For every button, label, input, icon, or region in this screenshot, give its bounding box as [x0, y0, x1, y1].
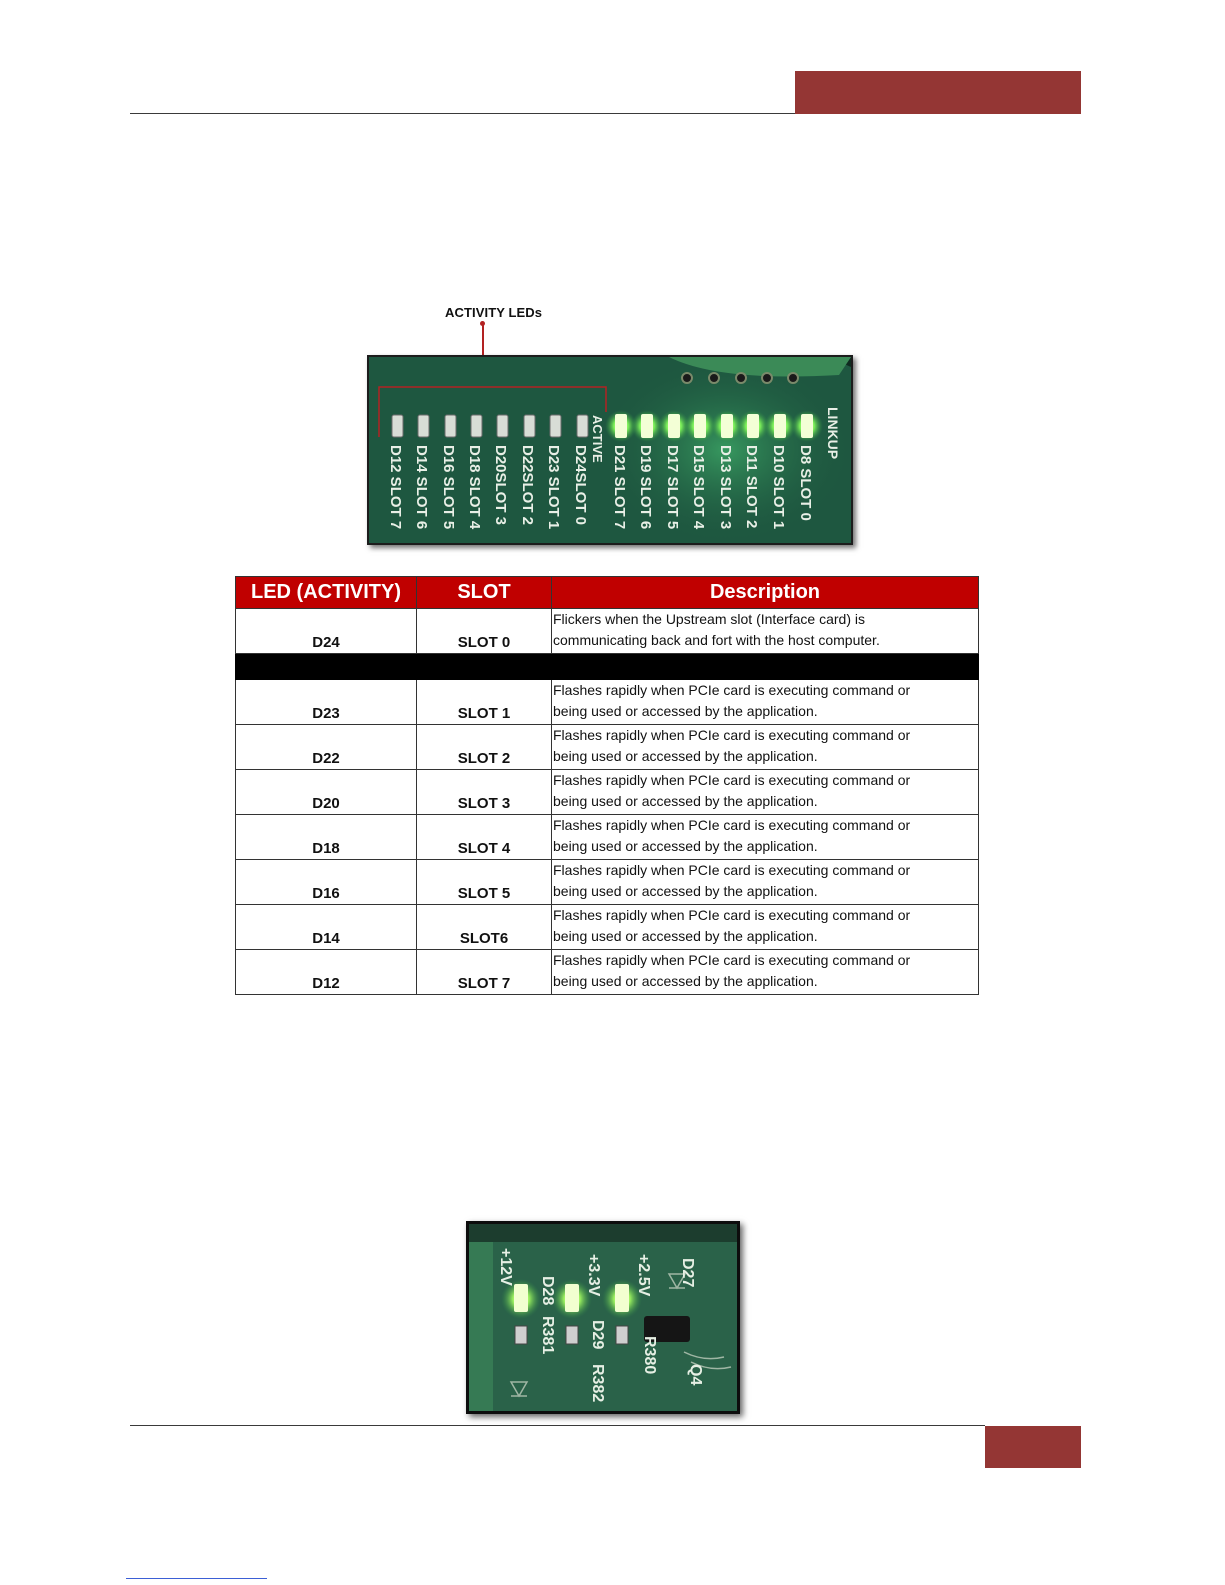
activity-led-silkscreen: D24SLOT 0	[572, 445, 589, 526]
power-led	[565, 1284, 579, 1312]
table-row	[236, 815, 979, 860]
description-line-2: being used or accessed by the application.	[553, 748, 818, 764]
header-led: LED (ACTIVITY)	[236, 577, 417, 609]
link-led	[694, 414, 706, 438]
activity-led-silkscreen: D12 SLOT 7	[387, 445, 404, 530]
activity-led	[445, 415, 456, 437]
activity-led-silkscreen: D14 SLOT 6	[413, 445, 430, 530]
slot-cell: SLOT 4	[417, 815, 552, 860]
link-led-silkscreen: D8 SLOT 0	[797, 445, 814, 521]
table-row	[236, 860, 979, 905]
led-cell: D22	[236, 725, 417, 770]
table-row	[236, 950, 979, 995]
description-line-2: being used or accessed by the application.	[553, 973, 818, 989]
table-row	[236, 905, 979, 950]
led-cell: D12	[236, 950, 417, 995]
activity-leds-board-photo	[367, 355, 853, 545]
description-line-1: Flickers when the Upstream slot (Interface card) is	[553, 611, 865, 627]
link-led-silkscreen: D15 SLOT 4	[690, 445, 707, 530]
table-row	[236, 680, 979, 725]
power-board-silkscreen: +2.5V	[635, 1254, 652, 1297]
description-cell	[552, 725, 979, 770]
activity-led	[497, 415, 508, 437]
power-led	[615, 1284, 629, 1312]
activity-led-silkscreen: D20SLOT 3	[492, 445, 509, 526]
description-cell	[552, 860, 979, 905]
power-leds-board-photo	[466, 1221, 740, 1414]
separator-cell	[552, 654, 979, 680]
description-cell	[552, 680, 979, 725]
header-rule	[130, 113, 795, 114]
led-cell: D14	[236, 905, 417, 950]
link-led	[747, 414, 759, 438]
linkup-label: LINKUP	[825, 407, 841, 460]
header-accent-bar	[795, 71, 1081, 114]
link-led	[641, 414, 653, 438]
separator-cell	[417, 654, 552, 680]
activity-led	[418, 415, 429, 437]
activity-led-silkscreen: D18 SLOT 4	[466, 445, 483, 530]
activity-led	[524, 415, 535, 437]
table-header-row	[236, 577, 979, 609]
separator-cell	[236, 654, 417, 680]
description-line-2: being used or accessed by the application.	[553, 838, 818, 854]
power-board-silkscreen: R382	[589, 1364, 606, 1403]
slot-cell: SLOT 2	[417, 725, 552, 770]
power-board-silkscreen: +12V	[497, 1248, 514, 1286]
link-led-silkscreen: D13 SLOT 3	[717, 445, 734, 530]
separator-row	[236, 654, 979, 680]
led-cell: D23	[236, 680, 417, 725]
description-line-1: Flashes rapidly when PCIe card is executing command or	[553, 952, 911, 968]
board-illustration	[369, 357, 851, 543]
link-led	[721, 414, 733, 438]
footer-rule	[130, 1425, 985, 1426]
link-led-silkscreen: D11 SLOT 2	[743, 445, 760, 529]
description-cell	[552, 609, 979, 654]
link-led	[774, 414, 786, 438]
slot-cell: SLOT 7	[417, 950, 552, 995]
power-board-silkscreen: +3.3V	[585, 1254, 602, 1297]
description-cell	[552, 815, 979, 860]
link-led-silkscreen: D17 SLOT 5	[664, 445, 681, 530]
active-label: ACTIVE	[590, 415, 605, 463]
header-description: Description	[552, 577, 979, 609]
led-cell: D24	[236, 609, 417, 654]
description-line-1: Flashes rapidly when PCIe card is executing command or	[553, 862, 911, 878]
header-slot: SLOT	[417, 577, 552, 609]
description-cell	[552, 770, 979, 815]
description-line-1: Flashes rapidly when PCIe card is executing command or	[553, 817, 911, 833]
description-line-2: being used or accessed by the application.	[553, 928, 818, 944]
led-cell: D20	[236, 770, 417, 815]
activity-led-silkscreen: D16 SLOT 5	[440, 445, 457, 530]
description-cell	[552, 950, 979, 995]
slot-cell: SLOT 5	[417, 860, 552, 905]
power-board-silkscreen: D29	[589, 1320, 606, 1350]
led-cell: D16	[236, 860, 417, 905]
activity-led	[392, 415, 403, 437]
activity-led-silkscreen: D22SLOT 2	[519, 445, 536, 526]
link-led	[668, 414, 680, 438]
link-led-silkscreen: D19 SLOT 6	[637, 445, 654, 530]
link-led	[801, 414, 813, 438]
slot-cell: SLOT 0	[417, 609, 552, 654]
slot-cell: SLOT 3	[417, 770, 552, 815]
activity-led	[471, 415, 482, 437]
footer-link-underline[interactable]	[126, 1578, 267, 1579]
table-row	[236, 609, 979, 654]
table-row	[236, 725, 979, 770]
link-led-silkscreen: D21 SLOT 7	[611, 445, 628, 530]
description-line-1: Flashes rapidly when PCIe card is executing command or	[553, 772, 911, 788]
activity-led	[577, 415, 588, 437]
description-line-2: being used or accessed by the application.	[553, 793, 818, 809]
activity-led	[550, 415, 561, 437]
resistor	[566, 1326, 578, 1344]
power-board-silkscreen: D27	[679, 1258, 696, 1288]
power-board-silkscreen: Q4	[687, 1364, 704, 1386]
description-line-2: being used or accessed by the application.	[553, 703, 818, 719]
power-board-illustration	[469, 1224, 737, 1411]
resistor	[616, 1326, 628, 1344]
activity-leds-callout: ACTIVITY LEDs	[445, 305, 543, 320]
slot-cell: SLOT 1	[417, 680, 552, 725]
power-board-silkscreen: D28	[539, 1276, 556, 1306]
power-board-silkscreen: R381	[539, 1316, 556, 1355]
led-activity-table	[235, 576, 979, 995]
description-line-1: Flashes rapidly when PCIe card is executing command or	[553, 682, 911, 698]
description-line-2: being used or accessed by the application.	[553, 883, 818, 899]
link-led	[615, 414, 627, 438]
power-board-silkscreen: R380	[641, 1336, 658, 1375]
slot-cell: SLOT6	[417, 905, 552, 950]
footer-page-badge	[985, 1426, 1081, 1468]
table-row	[236, 770, 979, 815]
description-cell	[552, 905, 979, 950]
description-line-2: communicating back and fort with the host computer.	[553, 632, 880, 648]
link-led-silkscreen: D10 SLOT 1	[770, 445, 787, 530]
led-cell: D18	[236, 815, 417, 860]
resistor	[515, 1326, 527, 1344]
description-line-1: Flashes rapidly when PCIe card is executing command or	[553, 907, 911, 923]
activity-led-silkscreen: D23 SLOT 1	[545, 445, 562, 530]
power-led	[514, 1284, 528, 1312]
description-line-1: Flashes rapidly when PCIe card is executing command or	[553, 727, 911, 743]
